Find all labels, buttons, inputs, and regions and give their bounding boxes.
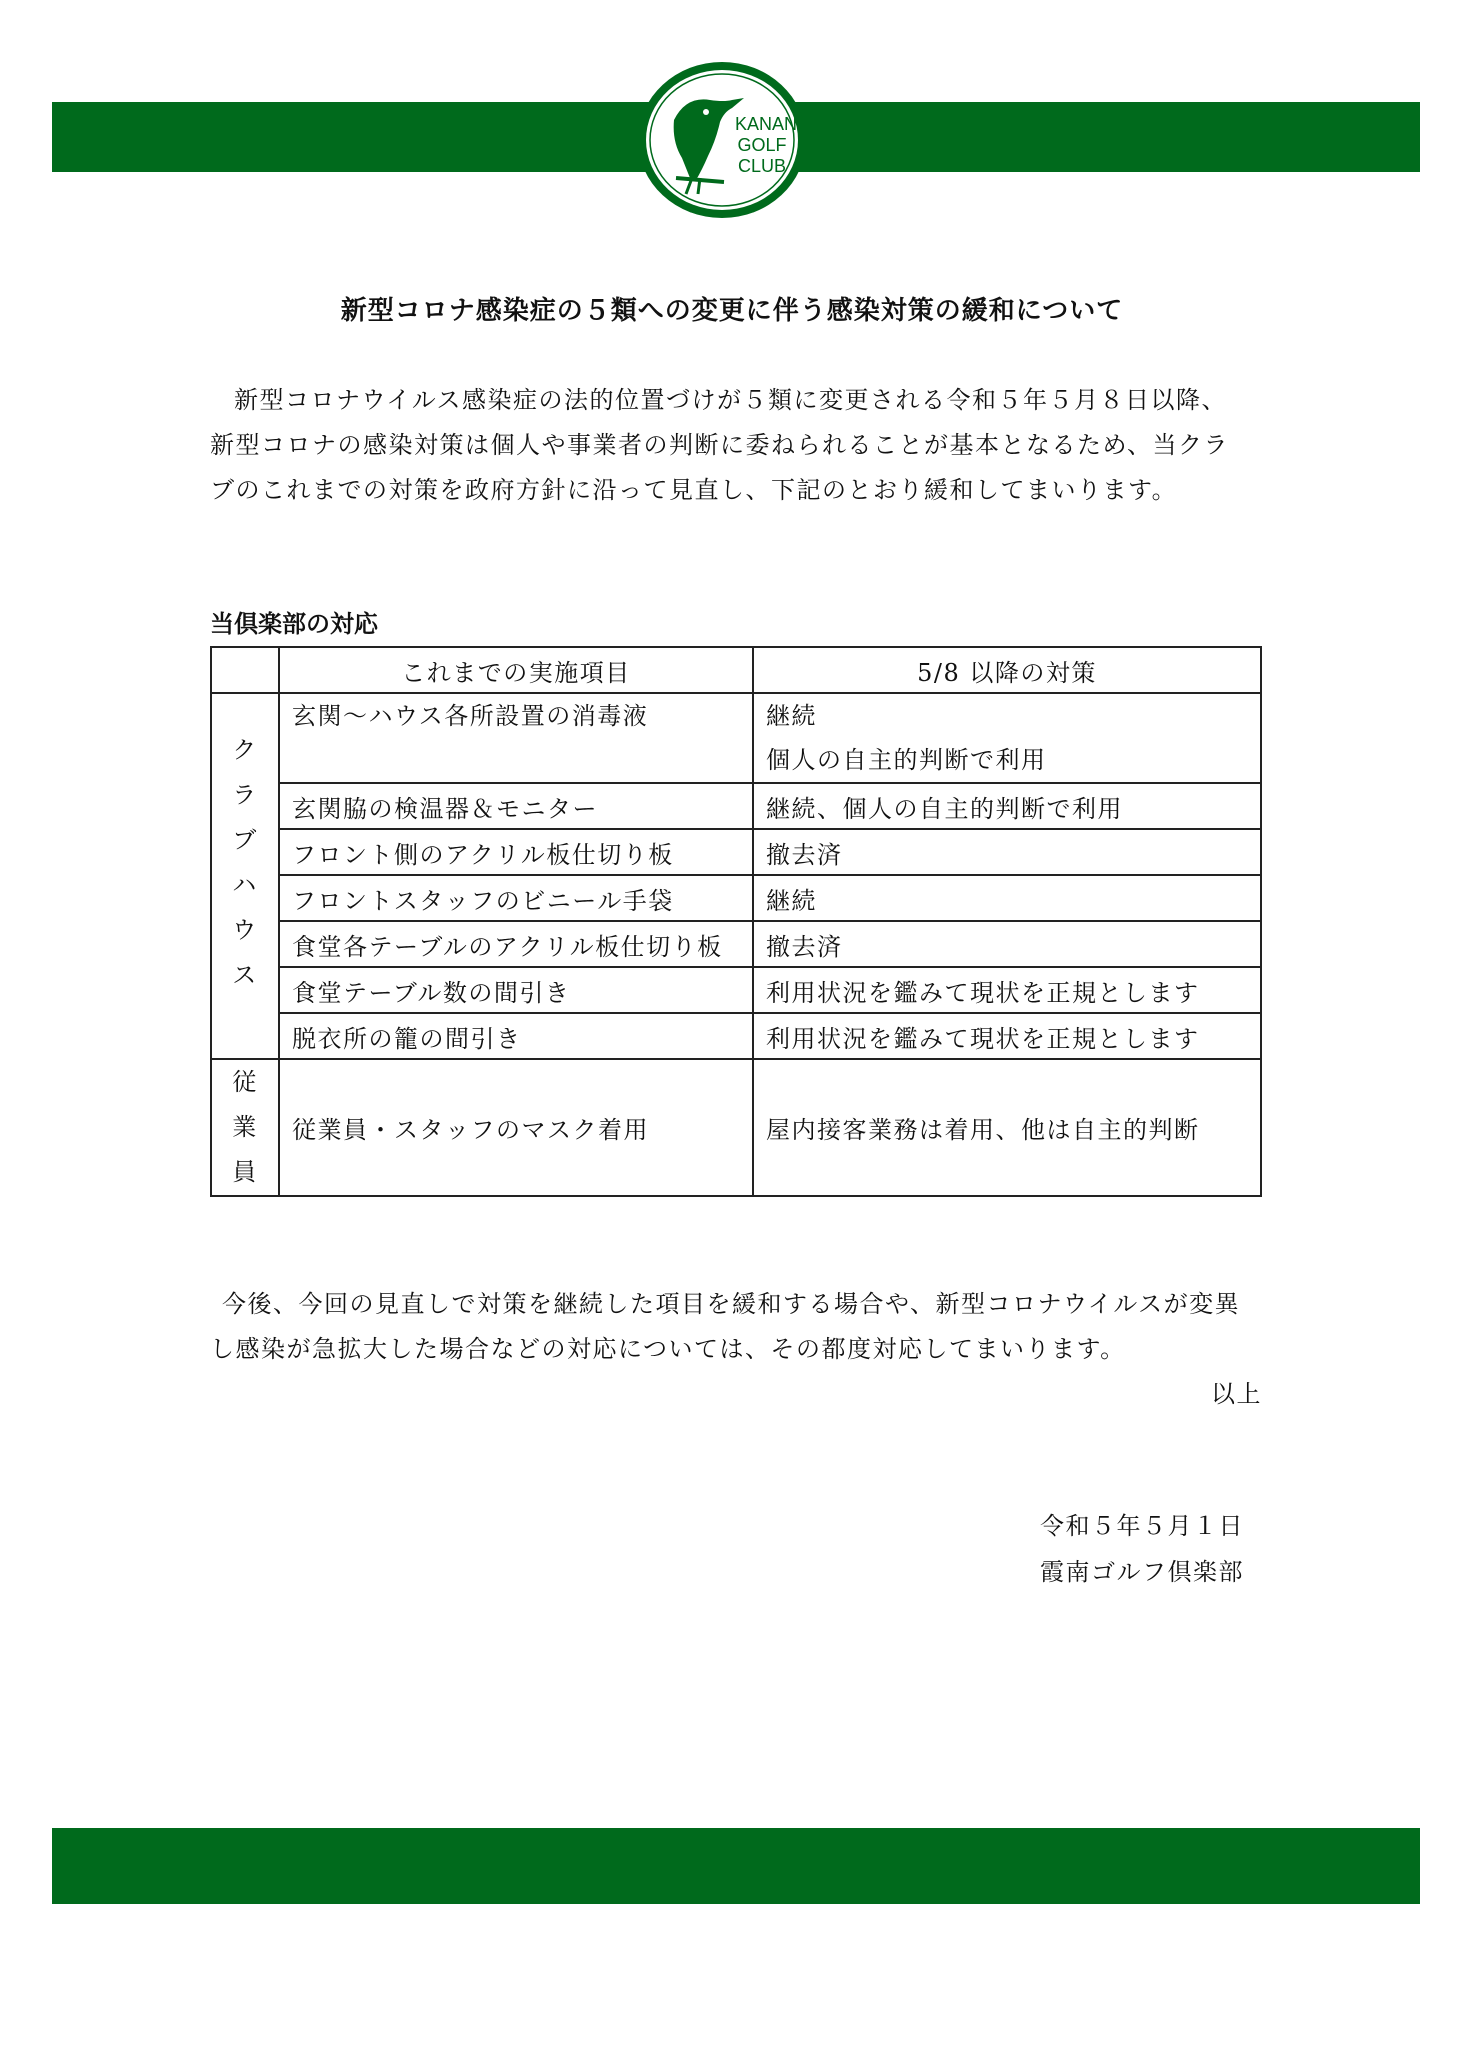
organization-name: 霞南ゴルフ倶楽部 [1040, 1558, 1244, 1586]
logo-text-2: GOLF [737, 135, 787, 155]
table-row [211, 693, 1261, 783]
table-header-empty [211, 647, 279, 693]
item-cell: 玄関～ハウス各所設置の消毒液 [279, 693, 753, 783]
measures-table [210, 646, 1262, 1197]
table-row [211, 783, 1261, 829]
measure-cell: 撤去済 [753, 921, 1261, 967]
table-header-row [211, 647, 1261, 693]
clubhouse-group-label: ク ラ ブ ハ ウ ス [211, 693, 279, 1059]
kanan-golf-club-logo [636, 60, 808, 220]
measure-cell: 継続 [753, 875, 1261, 921]
item-cell: 食堂テーブル数の間引き [279, 967, 753, 1013]
intro-paragraph [210, 378, 1262, 513]
table-row [211, 1059, 1261, 1196]
document-title: 新型コロナ感染症の５類への変更に伴う感染対策の緩和について [340, 296, 1124, 326]
intro-line: 新型コロナの感染対策は個人や事業者の判断に委ねられることが基本となるため、当クラ [210, 431, 1230, 459]
issue-date: 令和５年５月１日 [1040, 1512, 1244, 1540]
footer-green-band [52, 1828, 1420, 1904]
table-header-new-measures: 5/8 以降の対策 [753, 647, 1261, 693]
closing-line: 今後、今回の見直しで対策を継続した項目を緩和する場合や、新型コロナウイルスが変異 [222, 1290, 1241, 1318]
measure-cell: 撤去済 [753, 829, 1261, 875]
section-heading: 当倶楽部の対応 [210, 609, 378, 638]
item-cell: フロントスタッフのビニール手袋 [279, 875, 753, 921]
item-cell: 食堂各テーブルのアクリル板仕切り板 [279, 921, 753, 967]
end-mark: 以上 [1211, 1380, 1262, 1408]
table-row [211, 829, 1261, 875]
staff-group-label: 従 業 員 [211, 1059, 279, 1196]
table-header-previous-items: これまでの実施項目 [279, 647, 753, 693]
measure-cell: 継続、個人の自主的判断で利用 [753, 783, 1261, 829]
item-cell: フロント側のアクリル板仕切り板 [279, 829, 753, 875]
measure-cell: 利用状況を鑑みて現状を正規とします [753, 967, 1261, 1013]
table-row [211, 967, 1261, 1013]
closing-paragraph [210, 1282, 1262, 1372]
item-cell: 従業員・スタッフのマスク着用 [279, 1059, 753, 1196]
table-row [211, 875, 1261, 921]
logo-text-1: KANAN [734, 114, 798, 134]
measure-cell: 屋内接客業務は着用、他は自主的判断 [753, 1059, 1261, 1196]
logo-text-3: CLUB [737, 156, 787, 176]
measure-cell: 利用状況を鑑みて現状を正規とします [753, 1013, 1261, 1059]
item-cell: 玄関脇の検温器＆モニター [279, 783, 753, 829]
table-row [211, 1013, 1261, 1059]
intro-line: 新型コロナウイルス感染症の法的位置づけが５類に変更される令和５年５月８日以降、 [234, 386, 1228, 414]
closing-line: し感染が急拡大した場合などの対応については、その都度対応してまいります。 [210, 1335, 1126, 1363]
measure-cell: 継続 個人の自主的判断で利用 [753, 693, 1261, 783]
table-row [211, 921, 1261, 967]
item-cell: 脱衣所の籠の間引き [279, 1013, 753, 1059]
intro-line: ブのこれまでの対策を政府方針に沿って見直し、下記のとおり緩和してまいります。 [210, 476, 1178, 504]
